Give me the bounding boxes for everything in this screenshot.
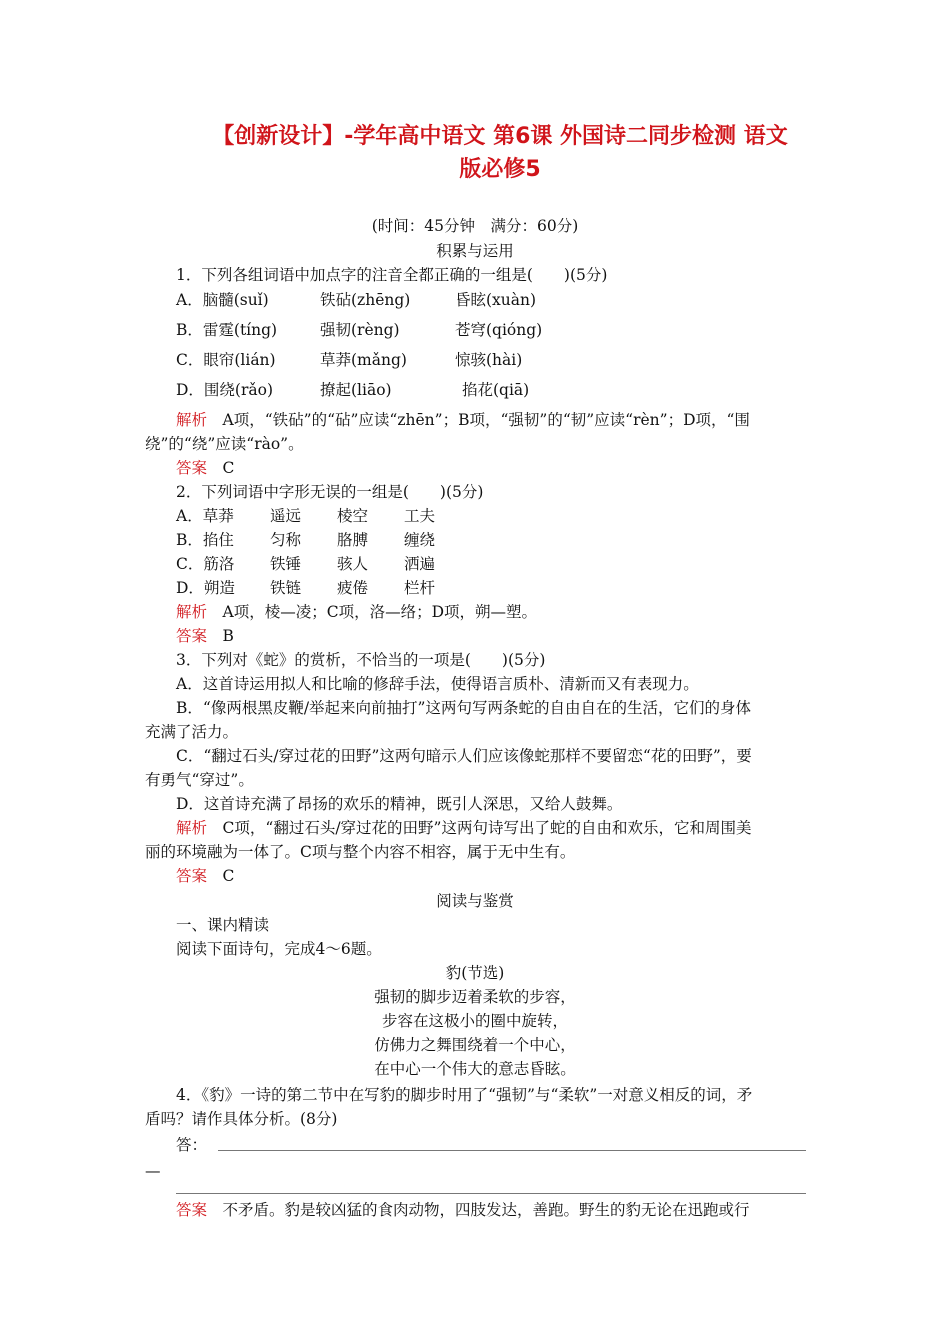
poem-line-1: 强韧的脚步迈着柔软的步容， (374, 988, 576, 1006)
q2-option-b-3: 胳膊 (337, 531, 369, 549)
q2-option-c-4: 洒遍 (404, 555, 436, 573)
analysis-label: 解析 (176, 411, 208, 429)
q2-option-a-3: 棱空 (337, 507, 369, 525)
q2-option-c-1: C．筋洛 (176, 555, 235, 573)
q1-option-c-2: 草莽(mǎng) (320, 351, 407, 369)
q4-stem-cont: 盾吗？请作具体分析。(8分) (145, 1110, 338, 1128)
q4-stem: 4．《豹》一诗的第二节中在写豹的脚步时用了“强韧”与“柔软”一对意义相反的词，矛 (176, 1086, 753, 1104)
q4-answer (176, 1199, 750, 1221)
q2-answer (176, 625, 234, 647)
q1-option-d-1: D．围绕(rǎo) (176, 381, 274, 399)
q1-option-d-2: 撩起(liāo) (320, 381, 392, 399)
section-heading-1: 积累与运用 (436, 242, 514, 260)
q1-option-a-3: 昏眩(xuàn) (455, 291, 537, 309)
q3-stem: 3．下列对《蛇》的赏析，不恰当的一项是( )(5分) (176, 651, 546, 669)
q1-answer (176, 457, 234, 479)
answer-label: 答案 (176, 1201, 208, 1219)
q2-option-b-4: 缠绕 (404, 531, 436, 549)
q1-stem: 1．下列各组词语中加点字的注音全都正确的一组是( )(5分) (176, 266, 608, 284)
q2-analysis (176, 601, 537, 623)
answer-prompt: 答： (176, 1136, 208, 1154)
answer-blank-line-1[interactable] (218, 1150, 806, 1151)
reading-instruction: 阅读下面诗句，完成4～6题。 (176, 940, 382, 958)
q3-answer (176, 865, 234, 887)
q3-option-b: B．“像两根黑皮鞭/举起来向前抽打”这两句写两条蛇的自由自在的生活，它们的身体 (176, 699, 751, 717)
poem-title: 豹(节选) (445, 964, 505, 982)
answer-dash: — (145, 1162, 161, 1180)
title-line-1: 【创新设计】-学年高中语文 第6课 外国诗二同步检测 语文 (212, 124, 788, 149)
q1-option-b-1: B．雷霆(tíng) (176, 321, 278, 339)
analysis-text: A项，棱—凌；C项，洛—络；D项，朔—塑。 (222, 603, 538, 621)
answer-value: C (222, 867, 235, 885)
answer-value: 不矛盾。豹是较凶猛的食肉动物，四肢发达，善跑。野生的豹无论在迅跑或行 (222, 1201, 750, 1219)
q2-option-d-3: 疲倦 (337, 579, 369, 597)
q2-option-a-1: A．草莽 (176, 507, 234, 525)
q1-option-b-3: 苍穹(qióng) (455, 321, 543, 339)
q2-option-c-3: 骇人 (337, 555, 369, 573)
poem-line-3: 仿佛力之舞围绕着一个中心， (374, 1036, 576, 1054)
q1-option-d-3: 掐花(qiā) (462, 381, 530, 399)
analysis-text: A项，“铁砧”的“砧”应读“zhēn”；B项，“强韧”的“韧”应读“rèn”；D项，“围 (222, 411, 750, 429)
analysis-label: 解析 (176, 819, 208, 837)
answer-label: 答案 (176, 867, 208, 885)
section-heading-2: 阅读与鉴赏 (436, 892, 514, 910)
analysis-label: 解析 (176, 603, 208, 621)
q3-option-c: C．“翻过石头/穿过花的田野”这两句暗示人们应该像蛇那样不要留恋“花的田野”，要 (176, 747, 752, 765)
document-title (150, 120, 850, 186)
q2-option-c-2: 铁锤 (270, 555, 302, 573)
q1-option-a-1: A．脑髓(suǐ) (176, 291, 269, 309)
time-info: (时间：45分钟 满分：60分) (371, 217, 579, 235)
q3-analysis (176, 817, 751, 839)
q2-option-b-1: B．掐住 (176, 531, 234, 549)
q2-option-d-1: D．朔造 (176, 579, 235, 597)
q3-option-a: A．这首诗运用拟人和比喻的修辞手法，使得语言质朴、清新而又有表现力。 (176, 675, 699, 693)
title-line-2: 版必修5 (459, 157, 541, 182)
q3-option-c-cont: 有勇气“穿过”。 (145, 771, 254, 789)
answer-blank-line-2[interactable] (176, 1193, 806, 1194)
q2-option-a-4: 工夫 (404, 507, 436, 525)
q1-analysis-cont: 绕”的“绕”应读“rào”。 (145, 435, 304, 453)
analysis-text: C项，“翻过石头/穿过花的田野”这两句诗写出了蛇的自由和欢乐，它和周围美 (222, 819, 752, 837)
q2-option-d-4: 栏杆 (404, 579, 436, 597)
q1-option-c-1: C．眼帘(lián) (176, 351, 276, 369)
answer-value: B (222, 627, 234, 645)
poem-line-2: 步容在这极小的圈中旋转， (381, 1012, 568, 1030)
answer-label: 答案 (176, 627, 208, 645)
answer-value: C (222, 459, 235, 477)
q1-analysis (176, 409, 750, 431)
q2-option-b-2: 匀称 (270, 531, 302, 549)
q2-option-d-2: 铁链 (270, 579, 302, 597)
answer-label: 答案 (176, 459, 208, 477)
q3-analysis-cont: 丽的环境融为一体了。C项与整个内容不相容，属于无中生有。 (145, 843, 576, 861)
q1-option-c-3: 惊骇(hài) (455, 351, 523, 369)
poem-line-4: 在中心一个伟大的意志昏眩。 (374, 1060, 576, 1078)
q3-option-d: D．这首诗充满了昂扬的欢乐的精神，既引人深思，又给人鼓舞。 (176, 795, 623, 813)
q2-option-a-2: 遥远 (270, 507, 302, 525)
q1-option-a-2: 铁砧(zhēng) (320, 291, 411, 309)
part-heading: 一、课内精读 (176, 916, 270, 934)
q2-stem: 2．下列词语中字形无误的一组是( )(5分) (176, 483, 484, 501)
q3-option-b-cont: 充满了活力。 (145, 723, 239, 741)
q1-option-b-2: 强韧(rèng) (320, 321, 400, 339)
